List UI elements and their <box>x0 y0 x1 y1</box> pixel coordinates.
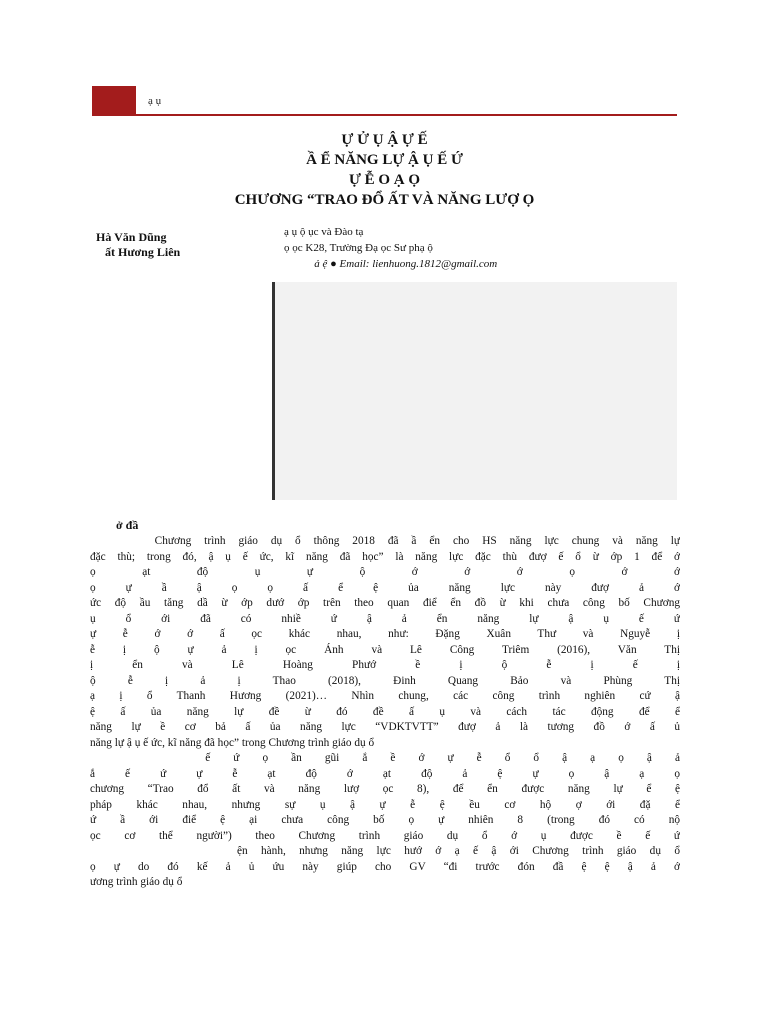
body-line: ọ ự ầ ậ ọ ọ ấ ể ệ ủa năng lực này đượ ả ớ <box>90 581 680 594</box>
body-line: năng lự ậ ụ ế ức, kĩ năng đã học” trong Chương trình giáo dụ ổ <box>90 736 375 749</box>
affiliation-line: ạ ụ ộ ục và Đào tạ <box>284 226 364 238</box>
affiliation-line: ọ ọc K28, Trường Đạ ọc Sư phạ ộ <box>284 242 433 254</box>
contact-email: ả ệ ● Email: lienhuong.1812@gmail.com <box>284 258 498 270</box>
body-line: ọ ự do đó kế ả ủ ứu này giúp cho GV “đi trước đón đầ ệ ệ ậ ả ớ <box>90 860 680 873</box>
body-line: ọc cơ thể người”) theo Chương trình giáo dụ ổ ớ ụ được ề ế ứ <box>90 829 680 842</box>
title-line: Ầ Ể NĂNG LỰ Ậ Ụ Ế Ứ <box>306 152 463 168</box>
body-line: ế ứ ọ ần gũi ắ ề ớ ự ễ ổ ổ ậ ạ ọ ậ ả <box>90 752 680 764</box>
header-rule <box>136 114 677 116</box>
body-line: năng lự ề cơ bả ấ ủa năng lực “VDKTVTT” đượ ả là tương đồ ớ ấ ủ <box>90 721 680 733</box>
author-name: Hà Văn Dũng <box>96 230 167 244</box>
body-line: ện hành, nhưng năng lực hướ ớ ạ ế ậ ới Chương trình giáo dụ ổ <box>90 845 680 857</box>
body-line: ọ ạt độ ụ ự ộ ớ ớ ớ ọ ớ ớ <box>90 566 680 578</box>
body-line: ương trình giáo dụ ổ <box>90 876 183 888</box>
abstract-box <box>272 282 677 500</box>
author-list <box>96 230 276 260</box>
body-line: ự ễ ớ ớ ấ ọc khác nhau, như: Đặng Xuân Thư và Nguyễ ị <box>90 628 680 640</box>
section-heading: ở đầ <box>116 518 139 532</box>
body-line: ắ ế ứ ự ễ ạt độ ớ ạt độ ả ệ ự ọ ậ ạ ọ <box>90 767 680 780</box>
title-line: CHƯƠNG “TRAO ĐỔ ẤT VÀ NĂNG LƯỢ Ọ <box>234 192 535 208</box>
article-title <box>92 130 677 210</box>
header-running-text: ạ ụ <box>148 95 162 107</box>
body-line: chương “Trao đổ ất và năng lượ ọc 8), để ển được năng lự ể ệ <box>90 783 680 795</box>
author-name: ất Hương Liên <box>96 245 181 259</box>
body-line: ức độ ầu tăng dầ ừ ớp dướ ớp trên theo quan điể ển đồ ừ khi chưa công bố Chương <box>90 597 680 609</box>
running-header <box>92 86 677 116</box>
body-line: ụ ổ ới đã có nhiề ứ ậ ả ển năng lự ậ ụ ế ứ <box>90 612 680 625</box>
title-line: Ự Ễ O Ạ Ọ <box>348 172 421 188</box>
body-line: pháp khác nhau, nhưng sự ụ ậ ự ễ ệ ều cơ hộ ợ ới đặ ể <box>90 798 680 811</box>
body-text <box>90 534 680 891</box>
body-line: ễ ị ộ ự ả ị ọc Ánh và Lê Công Triêm (2016), Văn Thị <box>90 643 680 656</box>
body-line: ị ển và Lê Hoàng Phướ ề ị ộ ễ ị ế ị <box>90 659 680 671</box>
body-line: ứ ầ ới điể ệ ại chưa công bố ọ ự nhiên 8 (trong đó có nộ <box>90 814 680 826</box>
body-line: ạ ị ổ Thanh Hương (2021)… Nhìn chung, các công trình nghiên cứ ậ <box>90 690 680 702</box>
body-line: đặc thù; trong đó, ậ ụ ế ức, kĩ năng đã học” là năng lực đặc thù đượ ế ổ ừ ớp 1 để ớ <box>90 550 680 563</box>
body-line: Chương trình giáo dụ ổ thông 2018 đã ầ ển cho HS năng lực chung và năng lự <box>90 535 680 547</box>
author-affiliations <box>284 224 676 272</box>
body-line: ệ ấ ủa năng lự đề ừ đó đề ấ ụ và cách tác động để ể <box>90 705 680 718</box>
abstract-rule <box>272 282 275 500</box>
body-line: ộ ễ ị ả ị Thao (2018), Đinh Quang Bảo và Phùng Thị <box>90 674 680 687</box>
header-red-block <box>92 86 136 116</box>
title-line: Ự Ử Ụ Ậ Ự Ế <box>341 132 428 148</box>
